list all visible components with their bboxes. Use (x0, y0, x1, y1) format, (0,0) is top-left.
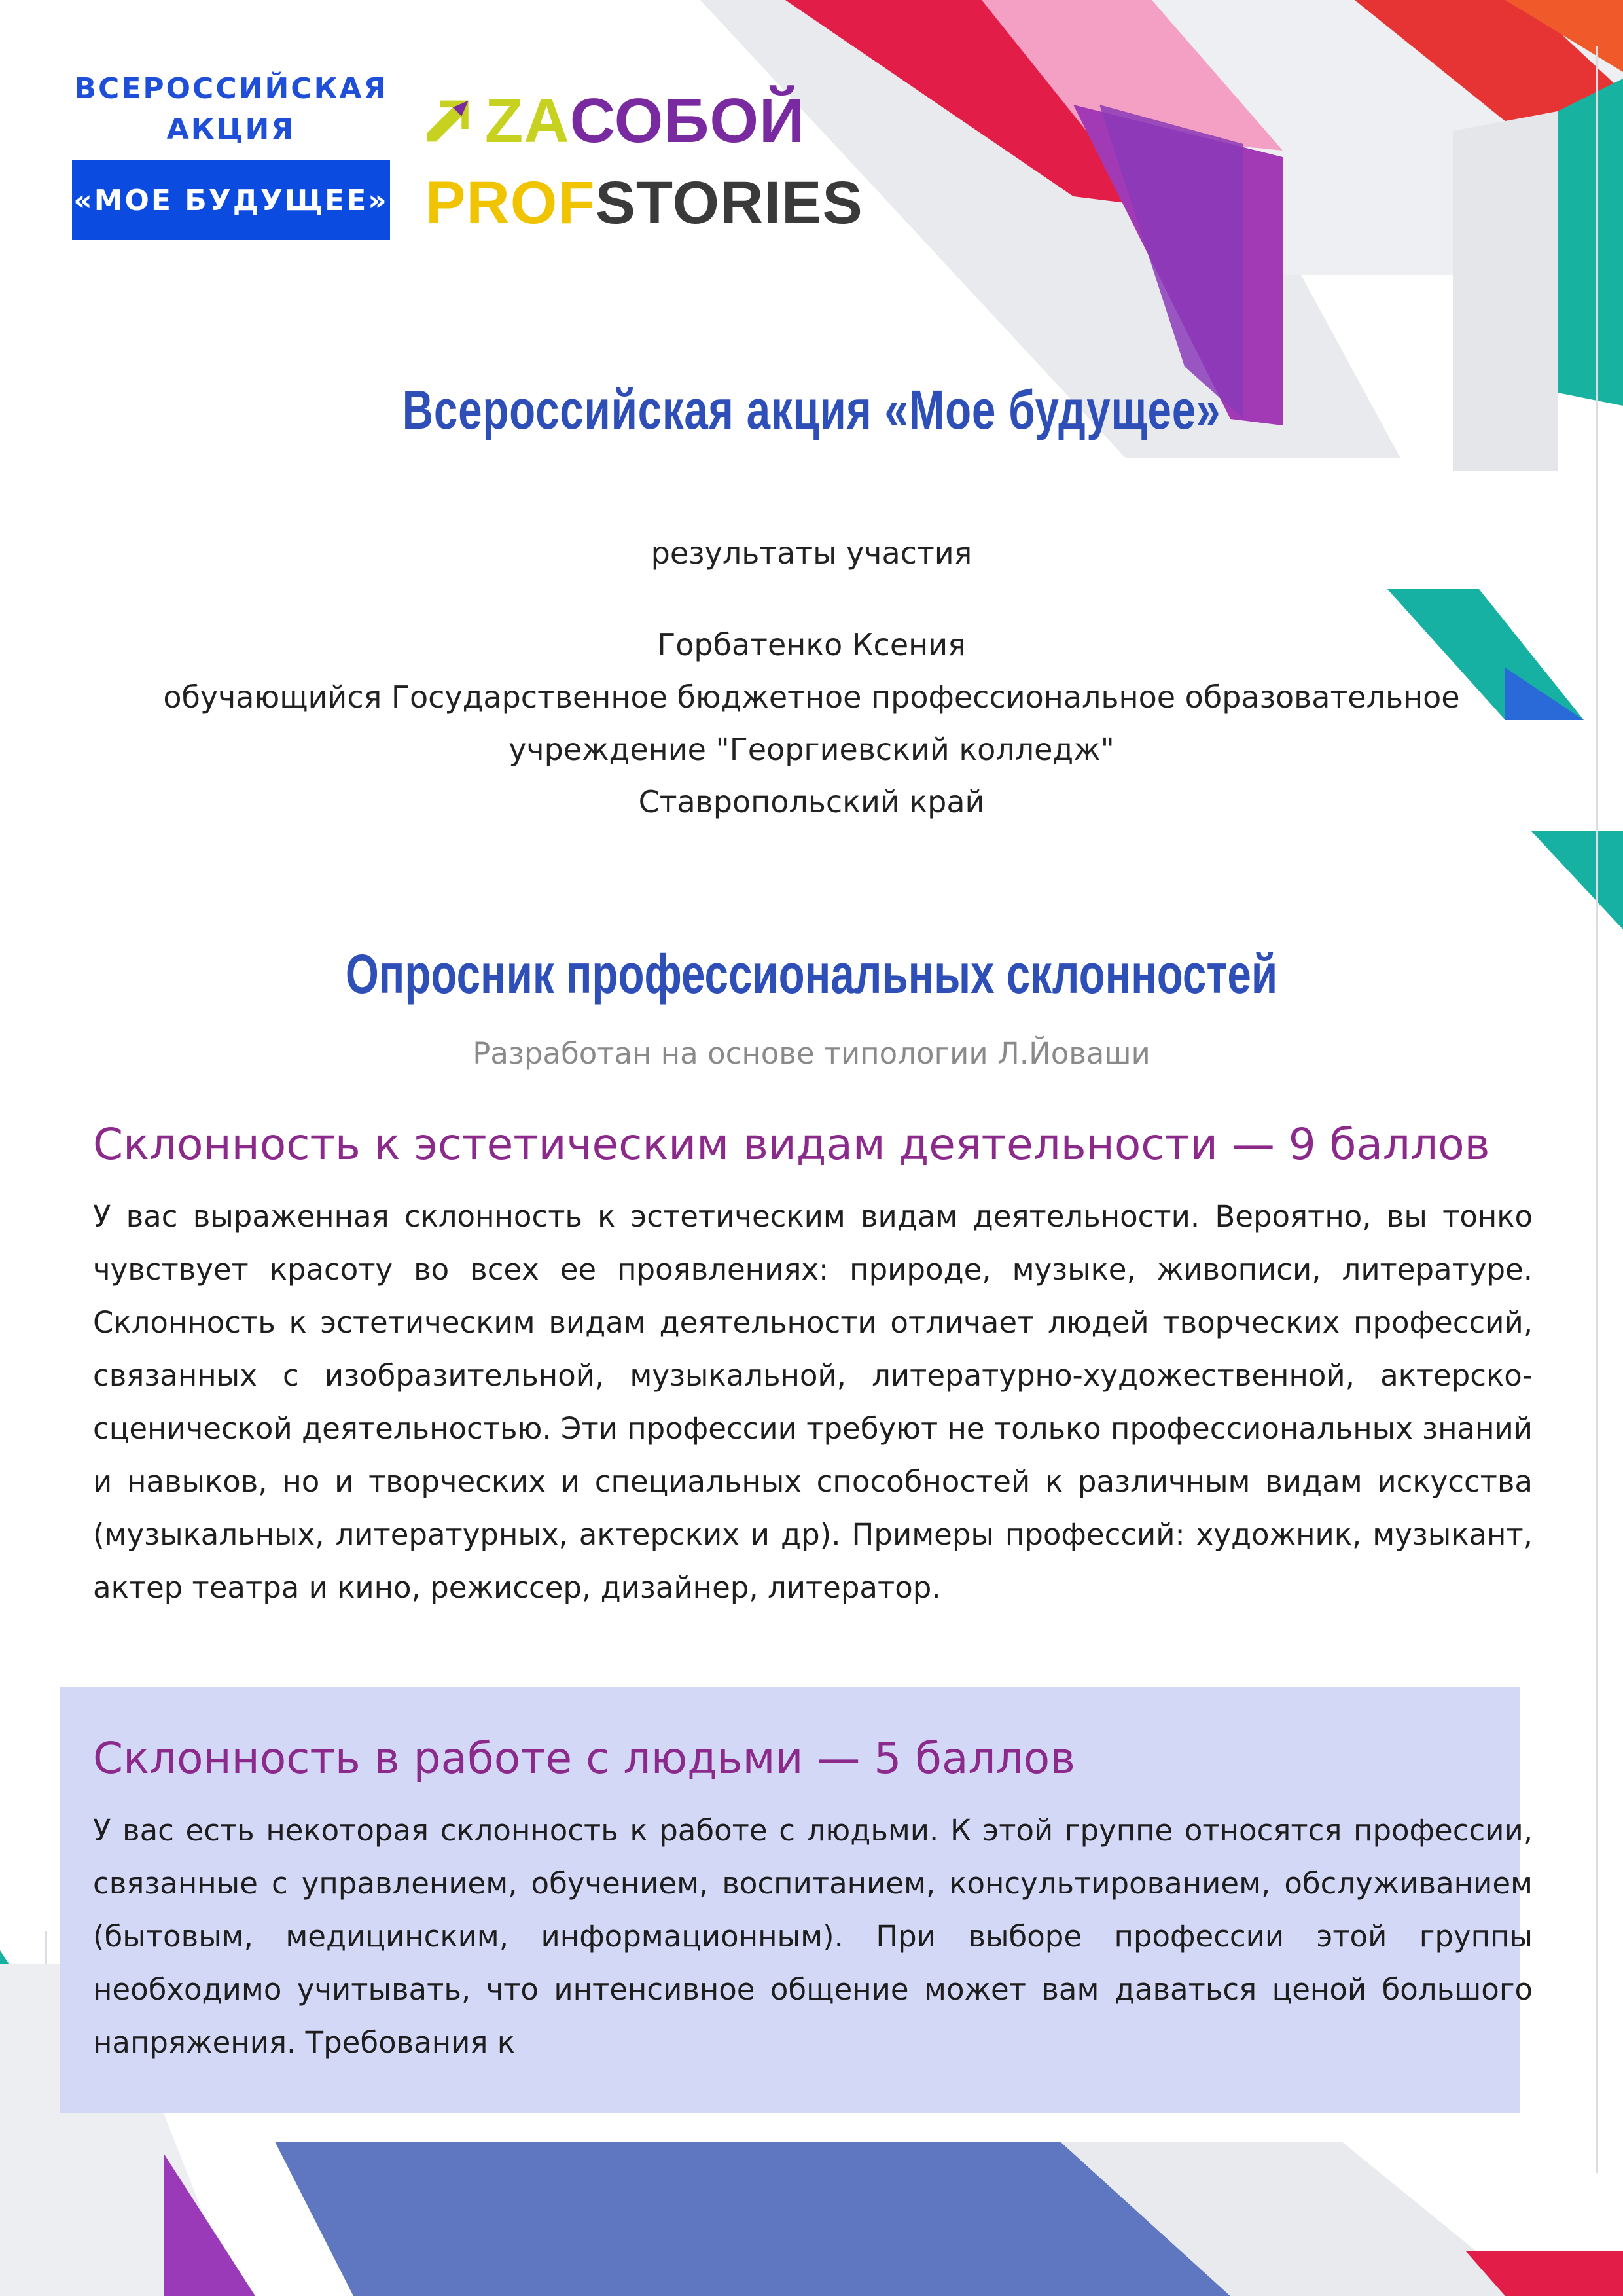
logo-prof: PROF (425, 170, 596, 236)
region: Ставропольский край (638, 784, 985, 819)
zasoboy-logo (425, 85, 863, 242)
institution-line1: обучающийся Государственное бюджетное профессиональное образовательное (163, 679, 1460, 715)
section-title: Склонность к эстетическим видам деятельности — 9 баллов (93, 1119, 1490, 1170)
logo-za: ZA (484, 86, 570, 156)
page-title: Всероссийская акция «Мое будущее» (402, 379, 1221, 440)
action-logo-line1: ВСЕРОССИЙСКАЯ (74, 72, 388, 105)
arrow-icon (425, 91, 471, 151)
action-logo-box: «МОЕ БУДУЩЕЕ» (72, 160, 390, 240)
results-subtitle: результаты участия (651, 535, 972, 571)
logo-stories: STORIES (595, 170, 863, 236)
section-title: Склонность в работе с людьми — 5 баллов (93, 1733, 1076, 1784)
questionnaire-subtitle: Разработан на основе типологии Л.Йоваши (473, 1036, 1150, 1071)
section-body: У вас есть некоторая склонность к работе с людьми. К этой группе относятся профессии, связанные с управлением, обучением, воспитанием, консультированием, обслуживанием (бытовым, медицинским, информационным). При выборе профессии этой группы необходимо учитывать, что интенсивное общение может вам даваться ценой большого напряжения. Требования к (93, 1813, 1533, 2060)
action-logo (72, 69, 390, 240)
questionnaire-title: Опросник профессиональных склонностей (345, 943, 1278, 1005)
section-body: У вас выраженная склонность к эстетическим видам деятельности. Вероятно, вы тонко чувствует красоту во всех ее проявлениях: природе, музыке, живописи, литературе. Склонность к эстетическим видам деятельности отличает людей творческих профессий, связанных с изобразительной, музыкальной, литературно-художественной, актерско-сценической деятельностью. Эти профессии требуют не только профессиональных знаний и навыков, но и творческих и специальных способностей к различным видам искусства (музыкальных, литературных, актерских и др). Примеры профессий: художник, музыкант, актер театра и кино, режиссер, дизайнер, литератор. (93, 1199, 1533, 1605)
action-logo-line2: АКЦИЯ (166, 113, 296, 146)
institution-line2: учреждение "Георгиевский колледж" (508, 732, 1115, 767)
logo-soboy: СОБОЙ (569, 86, 805, 156)
participant-name: Горбатенко Ксения (657, 627, 966, 662)
